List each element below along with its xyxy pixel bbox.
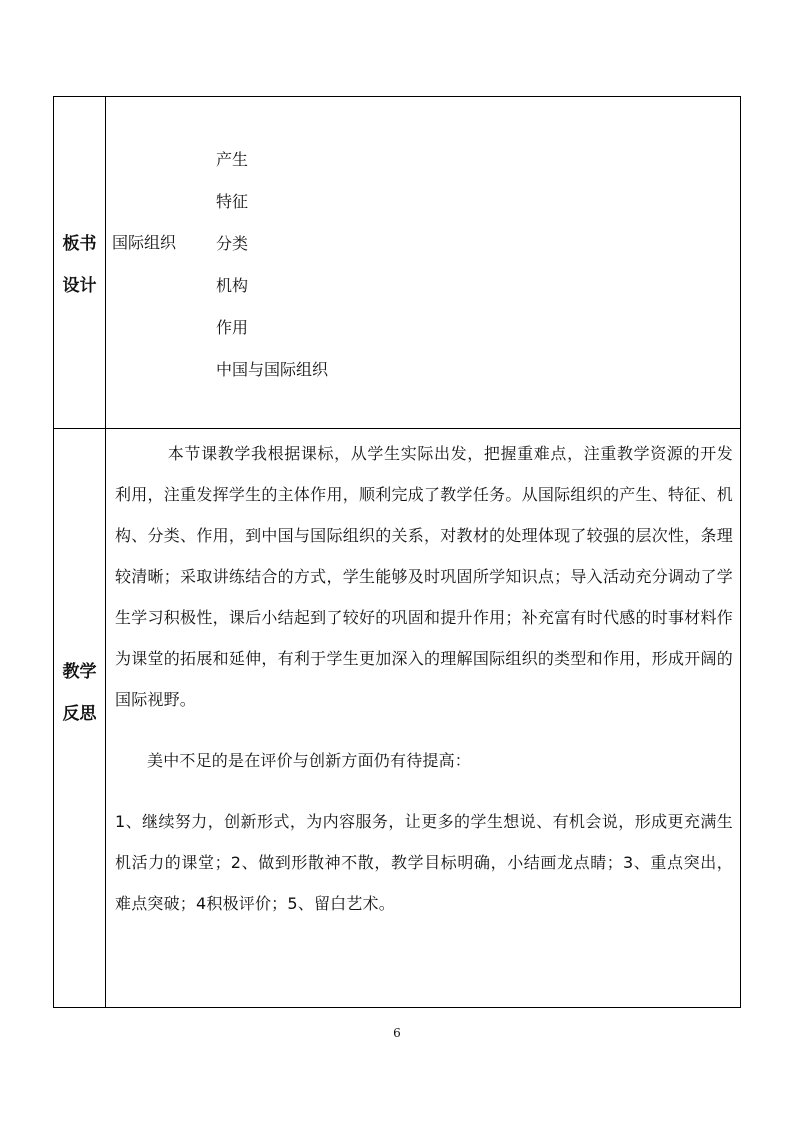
teaching-reflection-content bbox=[115, 433, 733, 924]
column-divider bbox=[105, 97, 106, 1007]
board-sub-item: 作用 bbox=[216, 318, 249, 337]
reflection-paragraph: 美中不足的是在评价与创新方面仍有待提高： bbox=[147, 751, 472, 770]
reflection-paragraph: 本节课教学我根据课标，从学生实际出发，把握重难点，注重教学资源的开发利用，注重发挥学生的主体作用，顺利完成了教学任务。从国际组织的产生、特征、机构、分类、作用，到中国与国际组织的关系，对教材的处理体现了较强的层次性，条理较清晰；采取讲练结合的方式，学生能够及时巩固所学知识点；导入活动充分调动了学生学习积极性，课后小结起到了较好的巩固和提升作用；补充富有时代感的时事材料作为课堂的拓展和延伸，有利于学生更加深入的理解国际组织的类型和作用，形成开阔的国际视野。 bbox=[115, 444, 733, 709]
row-divider bbox=[54, 428, 740, 429]
page-number: 6 bbox=[393, 1026, 401, 1040]
board-sub-item: 产生 bbox=[216, 150, 249, 169]
board-sub-items bbox=[216, 147, 328, 399]
board-sub-item: 特征 bbox=[216, 192, 249, 211]
teaching-reflection-label bbox=[54, 651, 105, 735]
board-sub-item: 分类 bbox=[216, 234, 249, 253]
board-design-label-line2: 设计 bbox=[62, 276, 97, 296]
board-main-topic: 国际组织 bbox=[112, 233, 177, 252]
reflection-paragraph: 1、继续努力，创新形式，为内容服务，让更多的学生想说、有机会说，形成更充满生机活力的课堂；2、做到形散神不散，教学目标明确，小结画龙点睛；3、重点突出，难点突破；4积极评价；5、留白艺术。 bbox=[115, 812, 733, 913]
lesson-table bbox=[53, 96, 741, 1008]
board-sub-item: 机构 bbox=[216, 276, 249, 295]
board-design-label-line1: 板书 bbox=[62, 234, 97, 254]
board-design-label bbox=[54, 223, 105, 307]
board-sub-item: 中国与国际组织 bbox=[216, 360, 329, 379]
teaching-reflection-label-line1: 教学 bbox=[62, 662, 97, 682]
teaching-reflection-label-line2: 反思 bbox=[62, 704, 97, 724]
